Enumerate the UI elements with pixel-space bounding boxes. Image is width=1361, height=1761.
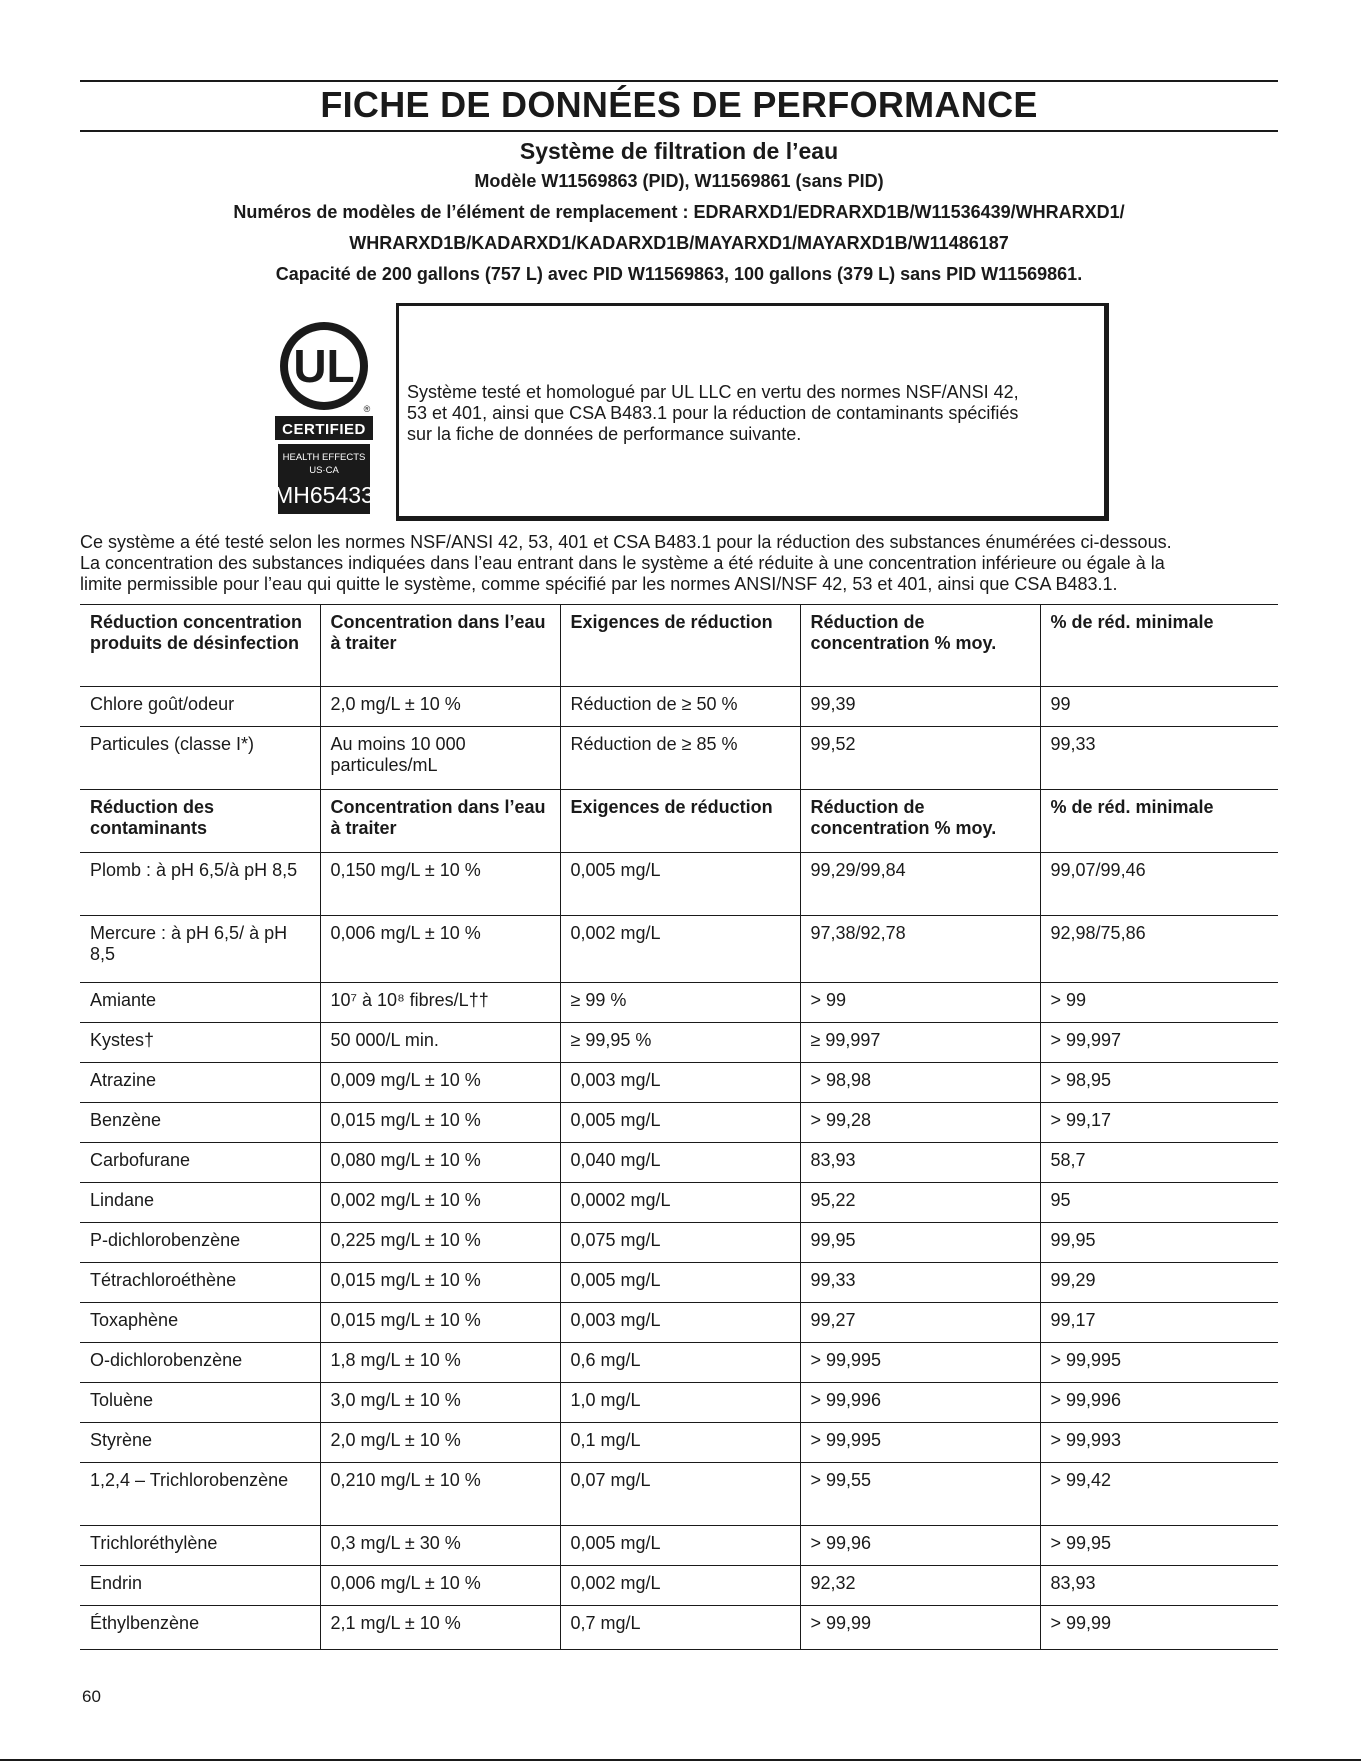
ul-region-text: US·CA <box>309 465 339 476</box>
table-cell: 0,009 mg/L ± 10 % <box>320 1063 560 1103</box>
table-cell: > 99,95 <box>1040 1526 1278 1566</box>
table-cell: 2,1 mg/L ± 10 % <box>320 1606 560 1650</box>
table-cell: 0,005 mg/L <box>560 1103 800 1143</box>
table-cell: 99,39 <box>800 687 1040 727</box>
table-row <box>80 1463 1278 1526</box>
table-cell: > 99,99 <box>1040 1606 1278 1650</box>
table-header-row <box>80 790 1278 853</box>
table-row <box>80 1423 1278 1463</box>
table-cell: 2,0 mg/L ± 10 % <box>320 687 560 727</box>
table-cell: 58,7 <box>1040 1143 1278 1183</box>
table-cell: 0,002 mg/L ± 10 % <box>320 1183 560 1223</box>
table-row <box>80 1063 1278 1103</box>
table-row <box>80 1263 1278 1303</box>
intro-line: limite permissible pour l’eau qui quitte le système, comme spécifié par les normes ANSI/NSF 42, 53 et 401, ainsi que CSA B483.1. <box>80 574 1118 594</box>
table-cell: 0,015 mg/L ± 10 % <box>320 1103 560 1143</box>
intro-line: Ce système a été testé selon les normes NSF/ANSI 42, 53, 401 et CSA B483.1 pour la réduction des substances énumérées ci-dessous. <box>80 532 1172 552</box>
column-header: Exigences de réduction <box>560 790 800 853</box>
table-cell: Styrène <box>80 1423 320 1463</box>
table-row <box>80 853 1278 916</box>
table-row <box>80 1303 1278 1343</box>
table-cell: 0,075 mg/L <box>560 1223 800 1263</box>
model-line: Modèle W11569863 (PID), W11569861 (sans PID) <box>474 171 884 191</box>
replacement-line-1: Numéros de modèles de l’élément de remplacement : EDRARXD1/EDRARXD1B/W11536439/WHRARXD1/ <box>233 202 1125 222</box>
table-cell: 50 000/L min. <box>320 1023 560 1063</box>
table-cell: Kystes† <box>80 1023 320 1063</box>
certification-line: sur la fiche de données de performance suivante. <box>407 424 802 444</box>
table-cell: 99,95 <box>800 1223 1040 1263</box>
title-rule <box>80 130 1278 132</box>
intro-line: La concentration des substances indiquées dans l’eau entrant dans le système a été réduite à une concentration inférieure ou égale à la <box>80 553 1165 573</box>
table-cell: 99,33 <box>800 1263 1040 1303</box>
table-row <box>80 1103 1278 1143</box>
table-cell: 0,7 mg/L <box>560 1606 800 1650</box>
table-cell: > 99,993 <box>1040 1423 1278 1463</box>
table-cell: Chlore goût/odeur <box>80 687 320 727</box>
ul-brand-text: UL <box>293 340 355 392</box>
table-cell: 83,93 <box>800 1143 1040 1183</box>
table-cell: > 99 <box>1040 983 1278 1023</box>
table-cell: > 99,995 <box>1040 1343 1278 1383</box>
table-cell: 92,32 <box>800 1566 1040 1606</box>
performance-table-body <box>80 605 1278 1650</box>
table-cell: 99,29 <box>1040 1263 1278 1303</box>
table-cell: Amiante <box>80 983 320 1023</box>
ul-certified-logo <box>274 320 374 515</box>
table-cell: 99,29/99,84 <box>800 853 1040 916</box>
table-cell: 0,225 mg/L ± 10 % <box>320 1223 560 1263</box>
table-cell: 99,27 <box>800 1303 1040 1343</box>
table-cell: > 99,996 <box>800 1383 1040 1423</box>
table-cell: 2,0 mg/L ± 10 % <box>320 1423 560 1463</box>
table-cell: Carbofurane <box>80 1143 320 1183</box>
performance-table <box>80 604 1278 1650</box>
replacement-line-2: WHRARXD1B/KADARXD1/KADARXD1B/MAYARXD1/MAYARXD1B/W11486187 <box>349 233 1009 253</box>
column-header: % de réd. minimale <box>1040 605 1278 687</box>
table-cell: 0,3 mg/L ± 30 % <box>320 1526 560 1566</box>
certification-line: 53 et 401, ainsi que CSA B483.1 pour la réduction de contaminants spécifiés <box>407 403 1019 423</box>
ul-reg-mark: ® <box>363 404 371 414</box>
table-cell: 1,2,4 – Trichlorobenzène <box>80 1463 320 1526</box>
table-row <box>80 1343 1278 1383</box>
column-header: Réduction concentration produits de désinfection <box>80 605 320 687</box>
table-cell: Réduction de ≥ 85 % <box>560 727 800 790</box>
table-cell: Plomb : à pH 6,5/à pH 8,5 <box>80 853 320 916</box>
column-header: Exigences de réduction <box>560 605 800 687</box>
table-cell: ≥ 99,95 % <box>560 1023 800 1063</box>
page-title: FICHE DE DONNÉES DE PERFORMANCE <box>320 84 1038 125</box>
table-cell: Réduction de ≥ 50 % <box>560 687 800 727</box>
column-header: Réduction de concentration % moy. <box>800 790 1040 853</box>
table-cell: Tétrachloroéthène <box>80 1263 320 1303</box>
table-cell: 0,003 mg/L <box>560 1063 800 1103</box>
table-cell: > 98,98 <box>800 1063 1040 1103</box>
table-cell: 0,1 mg/L <box>560 1423 800 1463</box>
table-cell: Lindane <box>80 1183 320 1223</box>
table-cell: 99,52 <box>800 727 1040 790</box>
table-row <box>80 1223 1278 1263</box>
table-row <box>80 1526 1278 1566</box>
table-cell: 97,38/92,78 <box>800 916 1040 983</box>
table-cell: 0,002 mg/L <box>560 916 800 983</box>
table-cell: O-dichlorobenzène <box>80 1343 320 1383</box>
table-row <box>80 916 1278 983</box>
table-cell: > 99,995 <box>800 1423 1040 1463</box>
table-cell: Endrin <box>80 1566 320 1606</box>
table-cell: 0,002 mg/L <box>560 1566 800 1606</box>
ul-code-text: MH65433 <box>274 482 374 508</box>
capacity-line: Capacité de 200 gallons (757 L) avec PID W11569863, 100 gallons (379 L) sans PID W11569861. <box>275 264 1083 284</box>
table-cell: 3,0 mg/L ± 10 % <box>320 1383 560 1423</box>
table-cell: 0,005 mg/L <box>560 1263 800 1303</box>
table-cell: 0,0002 mg/L <box>560 1183 800 1223</box>
table-cell: 92,98/75,86 <box>1040 916 1278 983</box>
table-cell: 99,07/99,46 <box>1040 853 1278 916</box>
top-rule <box>80 80 1278 82</box>
table-cell: 0,07 mg/L <box>560 1463 800 1526</box>
table-cell: Mercure : à pH 6,5/ à pH 8,5 <box>80 916 320 983</box>
table-cell: 0,015 mg/L ± 10 % <box>320 1263 560 1303</box>
table-cell: 99,95 <box>1040 1223 1278 1263</box>
table-row <box>80 983 1278 1023</box>
certification-box <box>396 303 1109 521</box>
table-cell: 0,015 mg/L ± 10 % <box>320 1303 560 1343</box>
intro-paragraph <box>80 532 1280 595</box>
table-cell: > 99,55 <box>800 1463 1040 1526</box>
subtitle: Système de filtration de l’eau <box>519 138 839 164</box>
table-cell: Particules (classe I*) <box>80 727 320 790</box>
table-row <box>80 1383 1278 1423</box>
table-cell: 1,8 mg/L ± 10 % <box>320 1343 560 1383</box>
table-cell: > 99,17 <box>1040 1103 1278 1143</box>
table-cell: Éthylbenzène <box>80 1606 320 1650</box>
table-cell: > 99,96 <box>800 1526 1040 1566</box>
table-header-row <box>80 605 1278 687</box>
table-cell: > 99,995 <box>800 1343 1040 1383</box>
table-cell: 0,005 mg/L <box>560 853 800 916</box>
table-cell: 99 <box>1040 687 1278 727</box>
table-cell: > 98,95 <box>1040 1063 1278 1103</box>
ul-certified-text: CERTIFIED <box>282 421 366 438</box>
table-cell: Trichloréthylène <box>80 1526 320 1566</box>
table-cell: 95,22 <box>800 1183 1040 1223</box>
table-row <box>80 727 1278 790</box>
table-cell: > 99,42 <box>1040 1463 1278 1526</box>
ul-health-text: HEALTH EFFECTS <box>282 452 366 463</box>
table-cell: 0,210 mg/L ± 10 % <box>320 1463 560 1526</box>
certification-text <box>407 382 1097 445</box>
table-cell: > 99 <box>800 983 1040 1023</box>
table-cell: 0,080 mg/L ± 10 % <box>320 1143 560 1183</box>
table-cell: 99,33 <box>1040 727 1278 790</box>
column-header: Concentration dans l’eau à traiter <box>320 790 560 853</box>
table-cell: Atrazine <box>80 1063 320 1103</box>
column-header: Réduction des contaminants <box>80 790 320 853</box>
column-header: Concentration dans l’eau à traiter <box>320 605 560 687</box>
table-cell: > 99,28 <box>800 1103 1040 1143</box>
table-cell: 1,0 mg/L <box>560 1383 800 1423</box>
table-cell: 83,93 <box>1040 1566 1278 1606</box>
table-cell: Toluène <box>80 1383 320 1423</box>
table-cell: 0,006 mg/L ± 10 % <box>320 916 560 983</box>
column-header: Réduction de concentration % moy. <box>800 605 1040 687</box>
table-cell: ≥ 99,997 <box>800 1023 1040 1063</box>
page-number: 60 <box>82 1687 101 1706</box>
table-cell: 0,6 mg/L <box>560 1343 800 1383</box>
table-cell: 10⁷ à 10⁸ fibres/L†† <box>320 983 560 1023</box>
table-cell: 0,005 mg/L <box>560 1526 800 1566</box>
table-cell: 0,003 mg/L <box>560 1303 800 1343</box>
table-row <box>80 1183 1278 1223</box>
table-cell: Benzène <box>80 1103 320 1143</box>
table-row <box>80 1023 1278 1063</box>
table-cell: ≥ 99 % <box>560 983 800 1023</box>
table-cell: > 99,99 <box>800 1606 1040 1650</box>
table-cell: 0,006 mg/L ± 10 % <box>320 1566 560 1606</box>
table-cell: 0,040 mg/L <box>560 1143 800 1183</box>
table-row <box>80 1143 1278 1183</box>
table-cell: 99,17 <box>1040 1303 1278 1343</box>
table-cell: 0,150 mg/L ± 10 % <box>320 853 560 916</box>
table-cell: 95 <box>1040 1183 1278 1223</box>
table-cell: > 99,997 <box>1040 1023 1278 1063</box>
table-cell: Toxaphène <box>80 1303 320 1343</box>
certification-line: Système testé et homologué par UL LLC en vertu des normes NSF/ANSI 42, <box>407 382 1019 402</box>
table-row <box>80 1606 1278 1650</box>
table-row <box>80 1566 1278 1606</box>
table-cell: P-dichlorobenzène <box>80 1223 320 1263</box>
column-header: % de réd. minimale <box>1040 790 1278 853</box>
table-cell: > 99,996 <box>1040 1383 1278 1423</box>
table-cell: Au moins 10 000 particules/mL <box>320 727 560 790</box>
table-row <box>80 687 1278 727</box>
